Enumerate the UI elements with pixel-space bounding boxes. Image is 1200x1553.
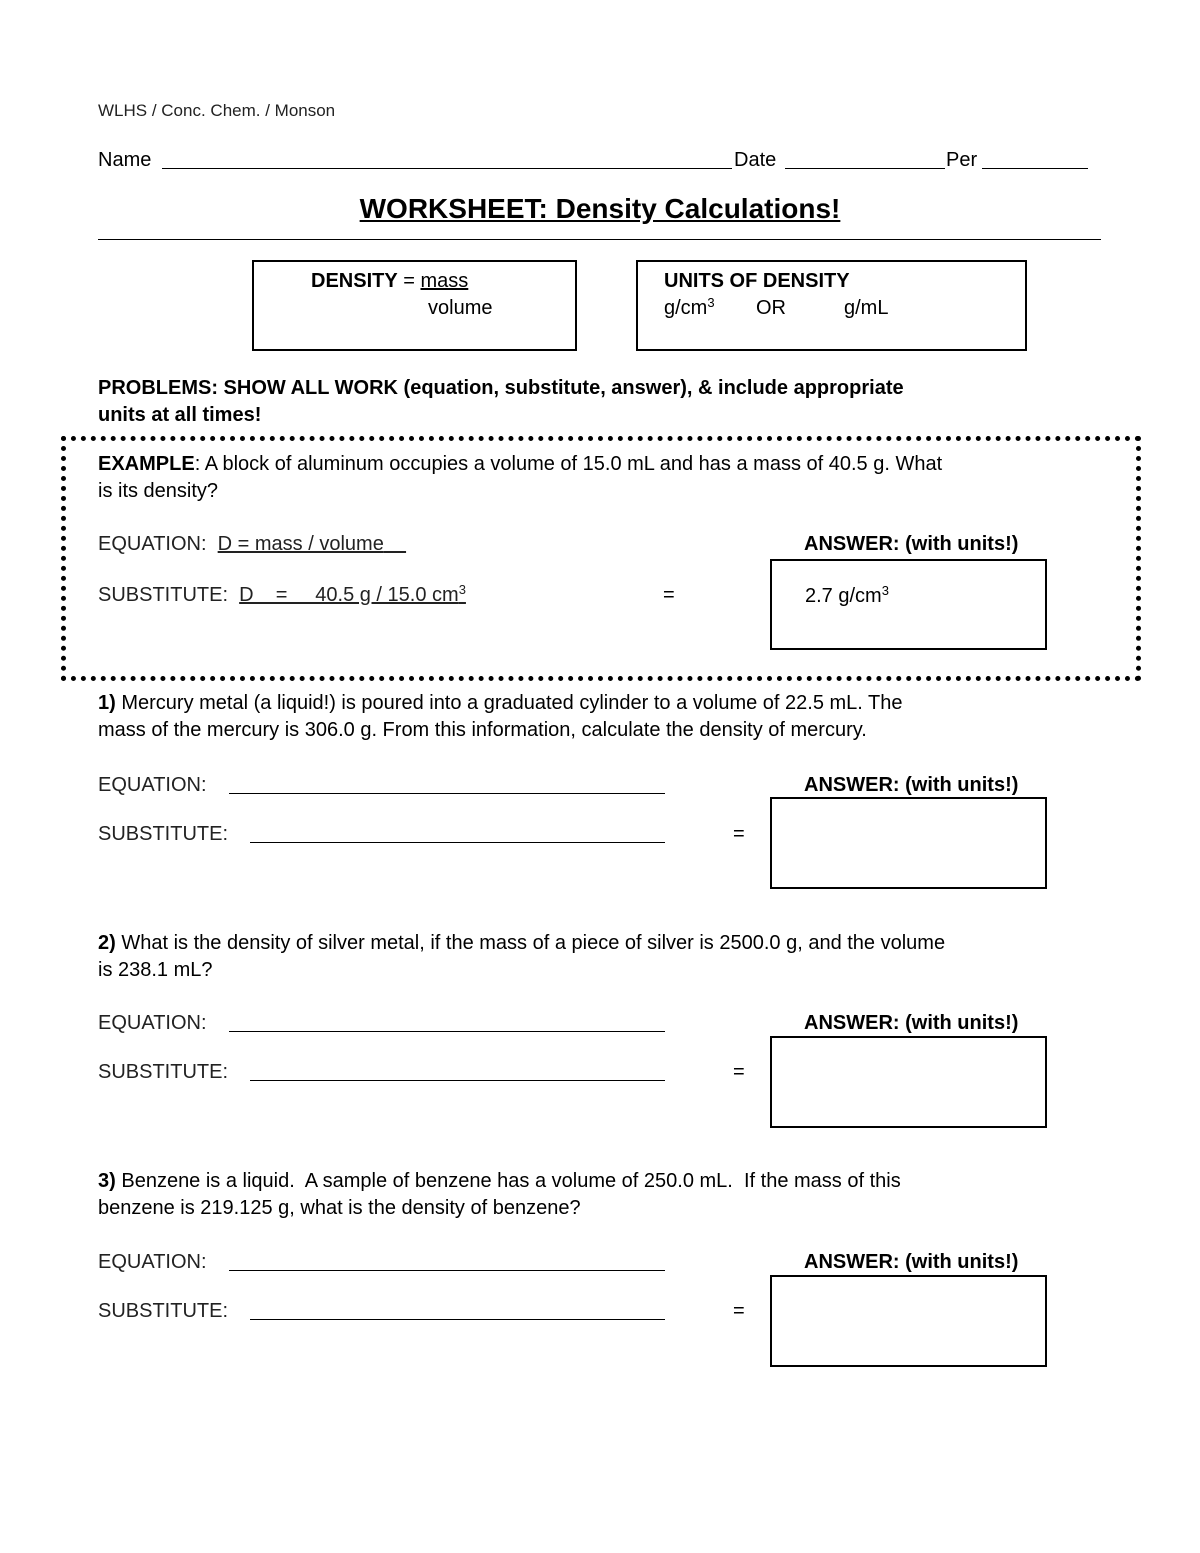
problem-3-equation-label: EQUATION:: [98, 1251, 207, 1273]
units-or: OR: [756, 297, 786, 319]
title-divider: [98, 239, 1101, 240]
problem-1-answer-label: ANSWER: (with units!): [804, 774, 1019, 796]
problem-1-substitute-field[interactable]: [250, 842, 665, 843]
problem-1-text-line-1: 1) Mercury metal (a liquid!) is poured into a graduated cylinder to a volume of 22.5 mL. The: [98, 692, 903, 714]
name-field[interactable]: [162, 168, 732, 169]
problem-3-equation-field[interactable]: [229, 1270, 665, 1271]
formula-numerator: mass: [420, 270, 469, 292]
date-field[interactable]: [785, 168, 945, 169]
problem-3-answer-box[interactable]: [770, 1275, 1047, 1367]
example-label: EXAMPLE: [98, 453, 195, 475]
course-header: WLHS / Conc. Chem. / Monson: [98, 101, 336, 120]
density-equals: =: [403, 270, 415, 292]
unit-g-per-ml: g/mL: [844, 297, 889, 319]
unit-g-per-cm3: $g/cm^3$: [664, 295, 715, 319]
problem-3-answer-label: ANSWER: (with units!): [804, 1251, 1019, 1273]
problem-2-answer-box[interactable]: [770, 1036, 1047, 1128]
instructions-line-1: PROBLEMS: SHOW ALL WORK (equation, substitute, answer), & include appropriate: [98, 377, 904, 399]
problem-2-number: 2): [98, 932, 116, 954]
example-substitute-label: SUBSTITUTE:: [98, 584, 229, 606]
example-equation-value: D = mass / volume: [217, 533, 384, 555]
example-text-line-2: is its density?: [98, 480, 219, 502]
units-heading: UNITS OF DENSITY: [664, 270, 850, 292]
period-label: Per: [946, 149, 978, 171]
name-label: Name: [98, 149, 152, 171]
formula-denominator: volume: [428, 297, 493, 319]
problem-3-substitute-field[interactable]: [250, 1319, 665, 1320]
date-label: Date: [734, 149, 777, 171]
problem-2-answer-label: ANSWER: (with units!): [804, 1012, 1019, 1034]
problem-3-equals: =: [733, 1300, 745, 1322]
example-answer-value: 2.7 $g/cm^3$: [805, 583, 889, 607]
problem-1-equation-field[interactable]: [229, 793, 665, 794]
problem-1-equals: =: [733, 823, 745, 845]
problem-3-substitute-label: SUBSTITUTE:: [98, 1300, 229, 1322]
instructions-line-2: units at all times!: [98, 404, 262, 426]
example-answer-label: ANSWER: (with units!): [804, 533, 1019, 555]
example-substitute-value: D = 40.5 g / 15.0 $cm^3$: [239, 582, 466, 606]
problem-1-substitute-label: SUBSTITUTE:: [98, 823, 229, 845]
example-answer-box: [770, 559, 1047, 650]
problem-2-equation-field[interactable]: [229, 1031, 665, 1032]
units-of-density-box: [636, 260, 1027, 351]
example-equals: =: [663, 584, 675, 606]
problem-2-equals: =: [733, 1061, 745, 1083]
example-text-line-1: EXAMPLE: A block of aluminum occupies a volume of 15.0 mL and has a mass of 40.5 g. What: [98, 453, 943, 475]
problem-3-text-line-2: benzene is 219.125 g, what is the density of benzene?: [98, 1197, 581, 1219]
problem-2-text-line-1: 2) What is the density of silver metal, if the mass of a piece of silver is 2500.0 g, and the volume: [98, 932, 946, 954]
problem-3-number: 3): [98, 1170, 116, 1192]
problem-1-number: 1): [98, 692, 116, 714]
example-equation-label: EQUATION:: [98, 533, 207, 555]
problem-1-equation-label: EQUATION:: [98, 774, 207, 796]
problem-2-text-line-2: is 238.1 mL?: [98, 959, 213, 981]
period-field[interactable]: [982, 168, 1088, 169]
problem-2-substitute-field[interactable]: [250, 1080, 665, 1081]
problem-1-text-line-2: mass of the mercury is 306.0 g. From this information, calculate the density of mercury.: [98, 719, 867, 741]
problem-1-answer-box[interactable]: [770, 797, 1047, 889]
density-formula-box: [252, 260, 577, 351]
page-title: WORKSHEET: Density Calculations!: [359, 193, 841, 224]
problem-3-text-line-1: 3) Benzene is a liquid. A sample of benzene has a volume of 250.0 mL. If the mass of this: [98, 1170, 901, 1192]
density-label: DENSITY: [311, 270, 398, 292]
problem-2-substitute-label: SUBSTITUTE:: [98, 1061, 229, 1083]
problem-2-equation-label: EQUATION:: [98, 1012, 207, 1034]
